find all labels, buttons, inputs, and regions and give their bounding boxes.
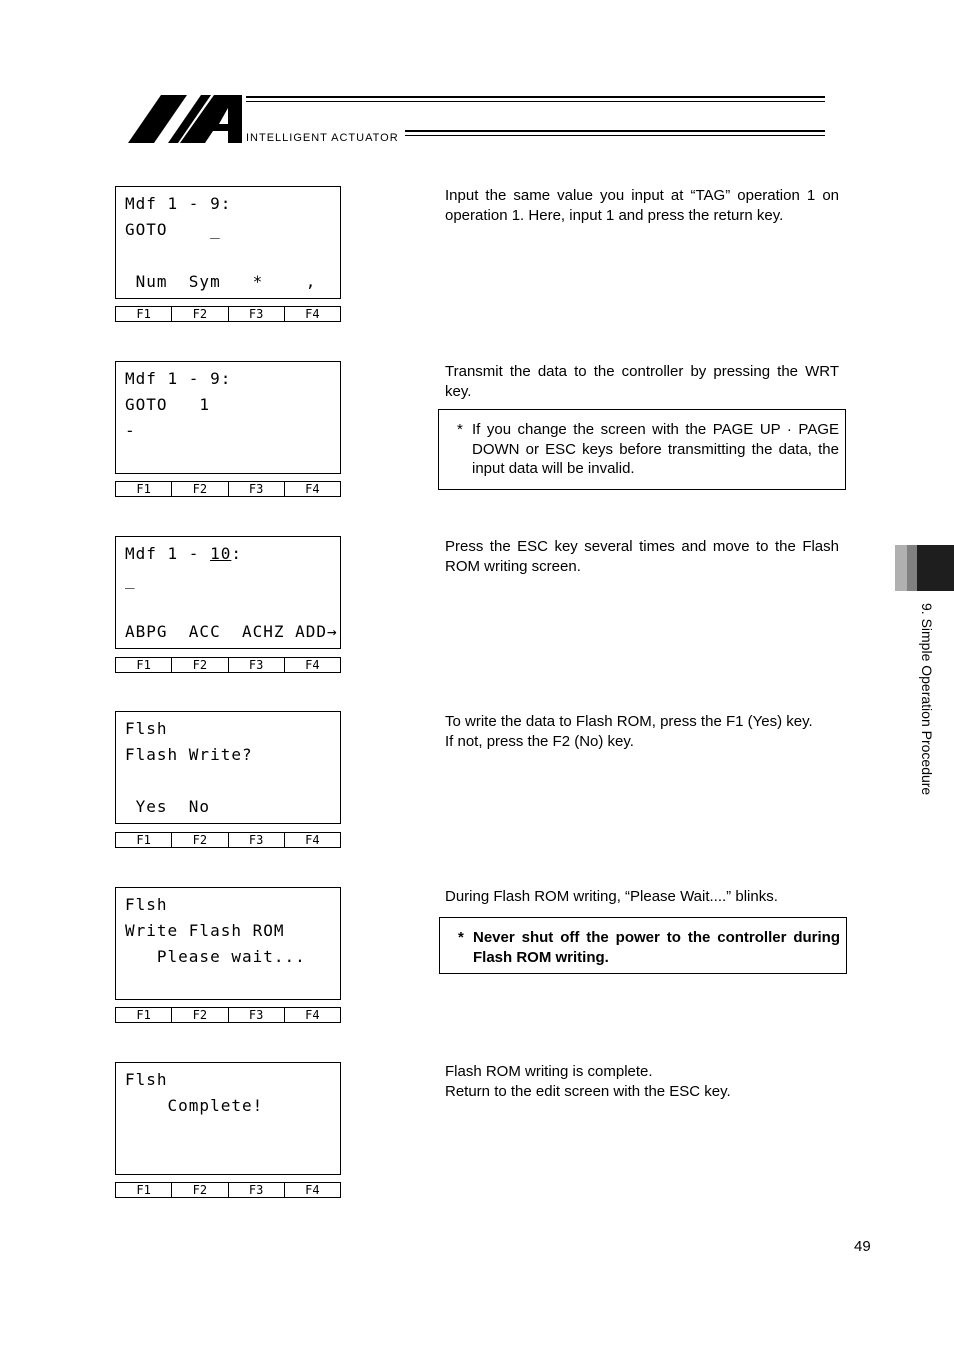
side-tab-marker bbox=[907, 545, 917, 591]
f2-key[interactable]: F2 bbox=[172, 307, 228, 321]
description-text: During Flash ROM writing, “Please Wait....” blinks. bbox=[445, 888, 778, 905]
step-description-6 bbox=[445, 1062, 839, 1101]
note-box-2 bbox=[439, 917, 847, 974]
lcd-line: Mdf 1 - 9: bbox=[125, 194, 232, 213]
lcd-line: GOTO 1 bbox=[125, 395, 211, 414]
note-box-1 bbox=[438, 409, 846, 490]
lcd-line: - bbox=[125, 421, 136, 440]
function-keys-3 bbox=[115, 657, 341, 673]
description-text: If not, press the F2 (No) key. bbox=[445, 732, 634, 750]
note-asterisk: * bbox=[457, 421, 463, 438]
header-rule-top-1 bbox=[246, 96, 825, 98]
header-rule-bottom-1 bbox=[405, 130, 825, 132]
step-description-1 bbox=[445, 186, 839, 225]
f3-key[interactable]: F3 bbox=[229, 658, 285, 672]
note-text: If you change the screen with the PAGE UP · PAGE DOWN or ESC keys before transmitting the data, the input data will be invalid. bbox=[472, 421, 839, 477]
lcd-line: Mdf 1 - 9: bbox=[125, 369, 232, 388]
lcd-line: Flsh bbox=[125, 895, 168, 914]
lcd-line: GOTO _ bbox=[125, 220, 221, 239]
function-keys-1 bbox=[115, 306, 341, 322]
function-keys-5 bbox=[115, 1007, 341, 1023]
page-number: 49 bbox=[854, 1238, 871, 1255]
description-text: To write the data to Flash ROM, press the F1 (Yes) key. bbox=[445, 713, 813, 730]
iai-logo bbox=[128, 94, 246, 144]
f1-key[interactable]: F1 bbox=[116, 658, 172, 672]
lcd-screen-5 bbox=[115, 887, 341, 1000]
f2-key[interactable]: F2 bbox=[172, 1183, 228, 1197]
header-rule-bottom-2 bbox=[405, 135, 825, 136]
lcd-line: Complete! bbox=[125, 1096, 264, 1115]
f3-key[interactable]: F3 bbox=[229, 1183, 285, 1197]
side-tab-marker bbox=[917, 545, 954, 591]
f4-key[interactable]: F4 bbox=[305, 833, 320, 847]
side-tab-marker bbox=[895, 545, 907, 591]
function-keys-6 bbox=[115, 1182, 341, 1198]
lcd-line: Num Sym * , bbox=[125, 272, 317, 291]
lcd-screen-2 bbox=[115, 361, 341, 474]
lcd-line: Mdf 1 - 10: bbox=[125, 544, 242, 563]
note-text: Never shut off the power to the controller during Flash ROM writing. bbox=[473, 929, 840, 966]
f3-key[interactable]: F3 bbox=[229, 482, 285, 496]
f3-key[interactable]: F3 bbox=[229, 1008, 285, 1022]
lcd-screen-6 bbox=[115, 1062, 341, 1175]
note-asterisk: * bbox=[458, 929, 464, 946]
function-keys-2 bbox=[115, 481, 341, 497]
chapter-side-label: 9. Simple Operation Procedure bbox=[919, 603, 935, 796]
lcd-line: Write Flash ROM bbox=[125, 921, 285, 940]
description-text: Flash ROM writing is complete. bbox=[445, 1063, 653, 1080]
f2-key[interactable]: F2 bbox=[172, 833, 228, 847]
f3-key[interactable]: F3 bbox=[229, 833, 285, 847]
lcd-line: Flsh bbox=[125, 1070, 168, 1089]
lcd-line: Flsh bbox=[125, 719, 168, 738]
f2-key[interactable]: F2 bbox=[172, 1008, 228, 1022]
f4-key[interactable]: F4 bbox=[305, 1183, 320, 1197]
f1-key[interactable]: F1 bbox=[116, 307, 172, 321]
f1-key[interactable]: F1 bbox=[116, 482, 172, 496]
f1-key[interactable]: F1 bbox=[116, 833, 172, 847]
lcd-line: Flash Write? bbox=[125, 745, 253, 764]
step-description-2 bbox=[445, 362, 839, 401]
f3-key[interactable]: F3 bbox=[229, 307, 285, 321]
description-text: Return to the edit screen with the ESC key. bbox=[445, 1082, 731, 1100]
lcd-line: Yes No bbox=[125, 797, 211, 816]
description-text: Press the ESC key several times and move to the Flash ROM writing screen. bbox=[445, 538, 839, 575]
brand-text: INTELLIGENT ACTUATOR bbox=[246, 132, 399, 144]
description-text: Transmit the data to the controller by pressing the WRT key. bbox=[445, 363, 839, 400]
lcd-line: ABPG ACC ACHZ ADD→ bbox=[125, 622, 338, 641]
f4-key[interactable]: F4 bbox=[305, 307, 320, 321]
f2-key[interactable]: F2 bbox=[172, 658, 228, 672]
lcd-screen-1 bbox=[115, 186, 341, 299]
header-rule-top-2 bbox=[246, 101, 825, 102]
lcd-screen-4 bbox=[115, 711, 341, 824]
f4-key[interactable]: F4 bbox=[305, 482, 320, 496]
lcd-line: Please wait... bbox=[125, 947, 306, 966]
step-description-5 bbox=[445, 887, 839, 907]
f1-key[interactable]: F1 bbox=[116, 1008, 172, 1022]
step-description-3 bbox=[445, 537, 839, 576]
lcd-screen-3 bbox=[115, 536, 341, 649]
function-keys-4 bbox=[115, 832, 341, 848]
f2-key[interactable]: F2 bbox=[172, 482, 228, 496]
lcd-line: _ bbox=[125, 570, 136, 589]
description-text: Input the same value you input at “TAG” operation 1 on operation 1. Here, input 1 and press the return key. bbox=[445, 187, 839, 224]
f1-key[interactable]: F1 bbox=[116, 1183, 172, 1197]
step-description-4 bbox=[445, 712, 839, 751]
f4-key[interactable]: F4 bbox=[305, 1008, 320, 1022]
f4-key[interactable]: F4 bbox=[305, 658, 320, 672]
